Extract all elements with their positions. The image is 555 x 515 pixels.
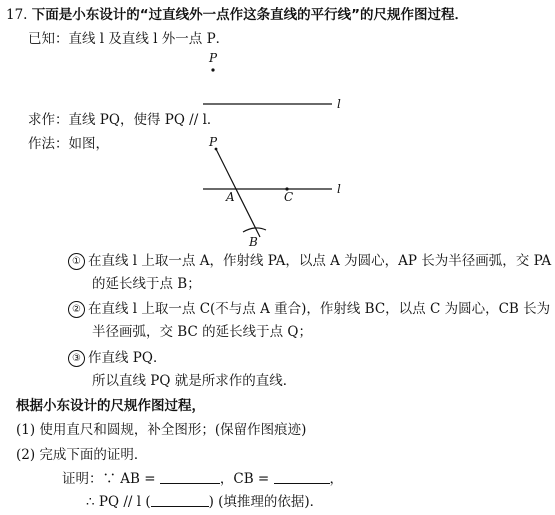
proof-ab-label: 证明：∵ AB =	[62, 471, 156, 487]
known-text: 已知：直线 l 及直线 l 外一点 P．	[28, 31, 230, 47]
proof-line-2	[86, 493, 323, 511]
step-2-line-2: 半径画弧，交 BC 的延长线于点 Q；	[92, 324, 312, 340]
step-3-line-2: 所以直线 PQ 就是所求作的直线．	[92, 373, 297, 389]
cb-blank[interactable]	[274, 470, 330, 484]
proof-line-1	[62, 470, 343, 488]
reason-blank[interactable]	[151, 493, 209, 507]
step-3-text: 作直线 PQ．	[88, 350, 167, 366]
proof-conclusion-label: ∴ PQ // l (	[86, 494, 151, 510]
proof-reason-label: ) (填推理的依据)．	[208, 494, 324, 510]
step-2-line-1	[68, 300, 550, 318]
figure-2	[203, 135, 341, 249]
figure2-label-b: B	[249, 235, 258, 249]
step-3-number: ③	[68, 350, 85, 367]
point-p-dot	[211, 68, 214, 71]
figure1-label-p: P	[209, 51, 218, 65]
step-2-number: ②	[68, 301, 85, 318]
figure2-label-l: l	[337, 182, 341, 196]
step-1-line-2: 的延长线于点 B；	[92, 276, 201, 292]
step-1-number: ①	[68, 253, 85, 270]
problem-title: 下面是小东设计的“过直线外一点作这条直线的平行线”的尺规作图过程．	[31, 7, 469, 23]
proof-line-1-end: ，	[329, 471, 344, 487]
figure2-label-a: A	[226, 190, 235, 204]
arc-b	[243, 228, 266, 232]
figure1-label-l: l	[337, 97, 341, 111]
figure-1	[203, 51, 341, 111]
step-2-text: 在直线 l 上取一点 C(不与点 A 重合)，作射线 BC，以点 C 为圆心，CB 长为	[88, 301, 551, 317]
figure2-label-p: P	[209, 135, 218, 149]
ab-blank[interactable]	[160, 470, 220, 484]
method-text: 作法：如图，	[28, 136, 109, 152]
questions-heading: 根据小东设计的尺规作图过程，	[16, 398, 205, 414]
proof-cb-label: ，CB =	[219, 471, 270, 487]
step-1-line-1	[68, 252, 551, 270]
question-1: (1) 使用直尺和圆规，补全图形；(保留作图痕迹)	[16, 422, 307, 438]
figure2-label-c: C	[284, 190, 294, 204]
step-1-text: 在直线 l 上取一点 A，作射线 PA，以点 A 为圆心，AP 长为半径画弧，交 PA	[88, 253, 552, 269]
ray-pa	[216, 149, 260, 237]
problem-number: 17.	[6, 7, 28, 23]
seek-text: 求作：直线 PQ，使得 PQ // l．	[28, 112, 221, 128]
step-3-line-1	[68, 349, 166, 367]
question-2: (2) 完成下面的证明．	[16, 447, 148, 463]
